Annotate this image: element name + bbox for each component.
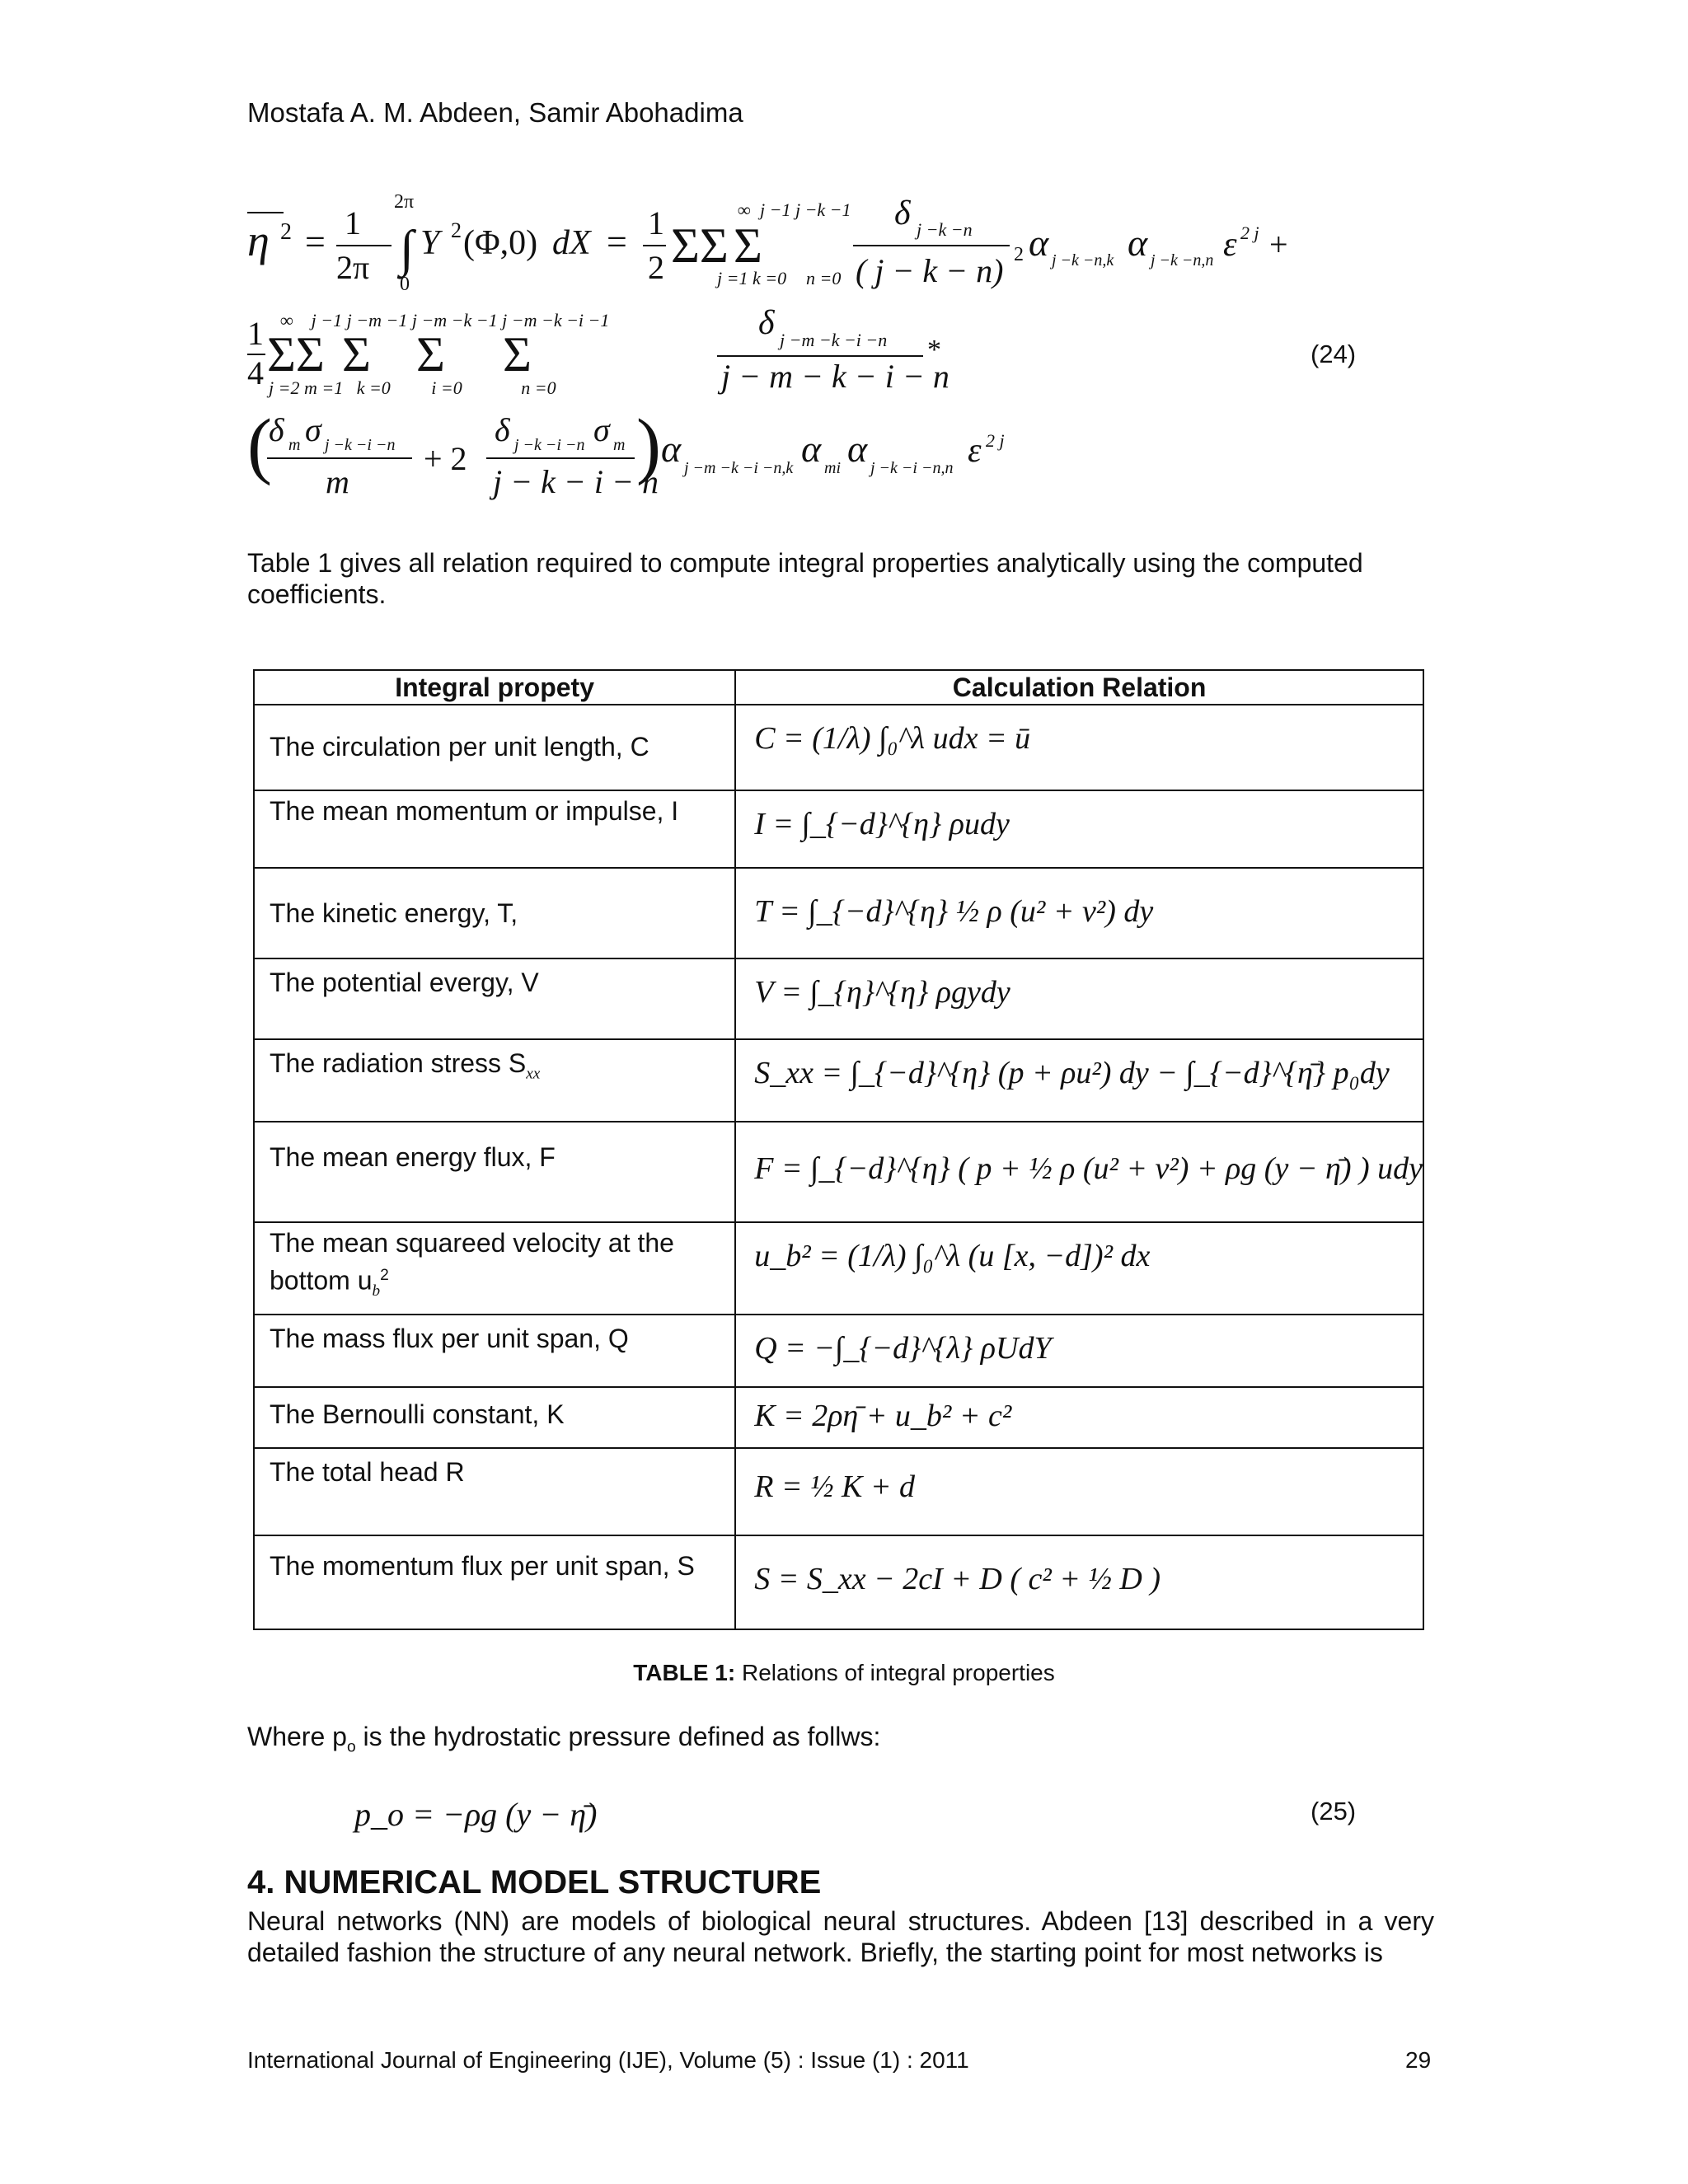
caption-label: TABLE 1: — [633, 1660, 736, 1685]
svg-text:): ) — [636, 405, 661, 486]
svg-text:(: ( — [247, 405, 272, 486]
property-cell: The total head R — [254, 1448, 735, 1535]
svg-text:∞ j −1 j −m −1 j −m −k −1 j: ∞ j −1 j −m −1 j −m −k −1 j −m −k −i −1 — [280, 310, 610, 330]
equation-25: p_o = −ρg (y − η̄) — [354, 1796, 598, 1833]
footer-journal: International Journal of Engineering (IJE), Volume (5) : Issue (1) : 2011 — [247, 2047, 969, 2073]
svg-text:σ: σ — [305, 411, 321, 448]
relation-cell: S_xx = ∫_{−d}^{η} (p + ρu²) dy − ∫_{−d}^{η̄} p₀dy — [735, 1039, 1423, 1122]
svg-text:=: = — [607, 222, 627, 262]
table-row — [254, 1039, 1423, 1122]
table-header-row — [254, 670, 1423, 705]
section-paragraph: Neural networks (NN) are models of biological neural structures. Abdeen [13] described in a very detailed fashion the structure of any neural network. Briefly, the starting point for most networks is — [247, 1906, 1434, 1967]
svg-text:j =2 m =1 k =0 i =0: j =2 m =1 k =0 i =0 n =0 — [269, 377, 556, 398]
caption-text: Relations of integral properties — [735, 1660, 1055, 1685]
svg-text:*: * — [927, 335, 941, 365]
svg-text:+: + — [1269, 226, 1288, 263]
property-subscript: b — [372, 1282, 381, 1301]
table-row — [254, 705, 1423, 790]
svg-text:Σ: Σ — [416, 327, 445, 382]
property-text: The mean squareed velocity at the bottom u — [270, 1228, 674, 1296]
svg-text:m: m — [326, 463, 349, 500]
property-cell: The mean energy flux, F — [254, 1122, 735, 1222]
relation-cell: T = ∫_{−d}^{η} ½ ρ (u² + v²) dy — [735, 868, 1423, 958]
svg-text:2π: 2π — [394, 191, 415, 213]
relation-cell: V = ∫_{η}^{η} ρgydy — [735, 958, 1423, 1039]
svg-text:ε: ε — [968, 432, 982, 470]
svg-text:Σ: Σ — [503, 327, 532, 382]
svg-text:j − m − k − i − n: j − m − k − i − n — [721, 358, 950, 395]
equation-25-number: (25) — [1311, 1797, 1357, 1825]
svg-text:dX: dX — [552, 224, 591, 262]
svg-text:n =0: n =0 — [806, 268, 842, 288]
equation-24 — [247, 190, 1442, 519]
svg-text:j −1 j −k −1: j −1 j −k −1 — [760, 199, 851, 220]
header-calculation-relation: Calculation Relation — [735, 670, 1423, 705]
equation-24-number: (24) — [1311, 340, 1357, 368]
property-superscript: 2 — [380, 1267, 389, 1284]
section-heading: 4. NUMERICAL MODEL STRUCTURE — [247, 1864, 822, 1900]
pressure-text-a: Where p — [247, 1722, 347, 1751]
property-cell — [254, 1222, 735, 1315]
svg-text:j −k −n,k: j −k −n,k — [1052, 251, 1114, 269]
table-row — [254, 1315, 1423, 1387]
header-integral-property: Integral propety — [254, 670, 735, 705]
svg-text:δ: δ — [495, 411, 510, 448]
svg-text:ΣΣ: ΣΣ — [671, 218, 729, 273]
relation-cell: Q = −∫_{−d}^{λ} ρUdY — [735, 1315, 1423, 1387]
property-cell — [254, 1039, 735, 1122]
svg-text:m: m — [613, 436, 626, 454]
table-row — [254, 1122, 1423, 1222]
svg-text:Σ: Σ — [734, 218, 762, 273]
svg-text:2: 2 — [648, 249, 664, 286]
relation-cell: u_b² = (1/λ) ∫₀^λ (u [x, −d])² dx — [735, 1222, 1423, 1315]
svg-text:δ: δ — [758, 304, 775, 342]
pressure-definition — [247, 1721, 880, 1763]
svg-text:=: = — [305, 222, 326, 262]
svg-text:j −k −i −n: j −k −i −n — [514, 436, 585, 454]
property-cell: The mean momentum or impulse, I — [254, 790, 735, 868]
svg-text:4: 4 — [247, 354, 264, 391]
svg-text:j −k −n: j −k −n — [917, 219, 973, 240]
relation-cell: K = 2ρη̄ + u_b² + c² — [735, 1387, 1423, 1448]
running-header: Mostafa A. M. Abdeen, Samir Abohadima — [247, 97, 743, 128]
integral-properties-table — [253, 669, 1424, 1630]
relation-cell: I = ∫_{−d}^{η} ρudy — [735, 790, 1423, 868]
table-row — [254, 868, 1423, 958]
table-row — [254, 958, 1423, 1039]
relation-cell: C = (1/λ) ∫₀^λ udx = ū — [735, 705, 1423, 790]
relation-cell: F = ∫_{−d}^{η} ( p + ½ ρ (u² + v²) + ρg (y − η̄) ) udy — [735, 1122, 1423, 1222]
property-cell: The momentum flux per unit span, S — [254, 1535, 735, 1629]
relation-cell: R = ½ K + d — [735, 1448, 1423, 1535]
svg-text:η: η — [247, 216, 270, 265]
svg-text:2π: 2π — [336, 249, 370, 286]
svg-text:2: 2 — [1014, 244, 1024, 265]
page-number: 29 — [1405, 2047, 1432, 2073]
pressure-text-b: is the hydrostatic pressure defined as follws: — [355, 1722, 881, 1751]
svg-text:+ 2: + 2 — [424, 440, 467, 477]
property-cell: The kinetic energy, T, — [254, 868, 735, 958]
svg-text:∞: ∞ — [738, 199, 751, 220]
svg-text:α: α — [661, 428, 682, 470]
svg-text:j =1 k =0: j =1 k =0 — [717, 268, 787, 288]
svg-text:0: 0 — [400, 274, 410, 295]
pressure-text-sub: o — [346, 1738, 356, 1756]
intro-paragraph: Table 1 gives all relation required to compute integral properties analytically using the computed coefficients. — [247, 548, 1363, 609]
svg-text:Σ: Σ — [342, 327, 371, 382]
svg-text:mi: mi — [824, 459, 841, 477]
table-row — [254, 1387, 1423, 1448]
table-caption — [0, 1660, 1688, 1686]
svg-text:α: α — [1128, 222, 1148, 264]
svg-text:1: 1 — [247, 315, 264, 352]
equation-24-graphic — [247, 190, 1442, 519]
table-row — [254, 1535, 1423, 1629]
svg-text:j − k − i − n: j − k − i − n — [493, 463, 659, 500]
property-subscript: xx — [526, 1065, 541, 1083]
svg-text:2 j: 2 j — [986, 430, 1005, 451]
svg-text:2: 2 — [280, 219, 292, 245]
svg-text:2: 2 — [451, 218, 462, 242]
svg-text:∫: ∫ — [400, 221, 414, 277]
svg-text:j −m −k −i −n: j −m −k −i −n — [780, 330, 888, 350]
svg-text:α: α — [847, 428, 868, 470]
svg-text:( j − k − n): ( j − k − n) — [856, 252, 1004, 289]
property-cell: The circulation per unit length, C — [254, 705, 735, 790]
property-text: The radiation stress S — [270, 1048, 527, 1078]
relation-cell: S = S_xx − 2cI + D ( c² + ½ D ) — [735, 1535, 1423, 1629]
table-row — [254, 1222, 1423, 1315]
table-row — [254, 1448, 1423, 1535]
svg-text:j −k −n,n: j −k −n,n — [1151, 251, 1214, 269]
svg-text:δ: δ — [269, 411, 284, 448]
svg-text:j −m −k −i −n,k: j −m −k −i −n,k — [684, 459, 794, 477]
table-row — [254, 790, 1423, 868]
svg-text:α: α — [1029, 222, 1049, 264]
svg-text:1: 1 — [648, 204, 664, 241]
svg-text:Y: Y — [420, 224, 440, 262]
svg-text:m: m — [288, 436, 301, 454]
svg-text:α: α — [801, 428, 822, 470]
property-cell: The potential evergy, V — [254, 958, 735, 1039]
svg-text:j −k −i −n: j −k −i −n — [325, 436, 396, 454]
property-cell: The mass flux per unit span, Q — [254, 1315, 735, 1387]
property-cell: The Bernoulli constant, K — [254, 1387, 735, 1448]
svg-text:1: 1 — [345, 204, 361, 241]
svg-text:(Φ,0): (Φ,0) — [463, 224, 538, 262]
svg-text:2 j: 2 j — [1240, 223, 1259, 243]
svg-text:δ: δ — [894, 194, 911, 232]
svg-text:σ: σ — [593, 411, 610, 448]
svg-text:ΣΣ: ΣΣ — [267, 327, 325, 382]
svg-text:j −k −i −n,n: j −k −i −n,n — [870, 459, 954, 477]
svg-text:ε: ε — [1223, 226, 1237, 264]
